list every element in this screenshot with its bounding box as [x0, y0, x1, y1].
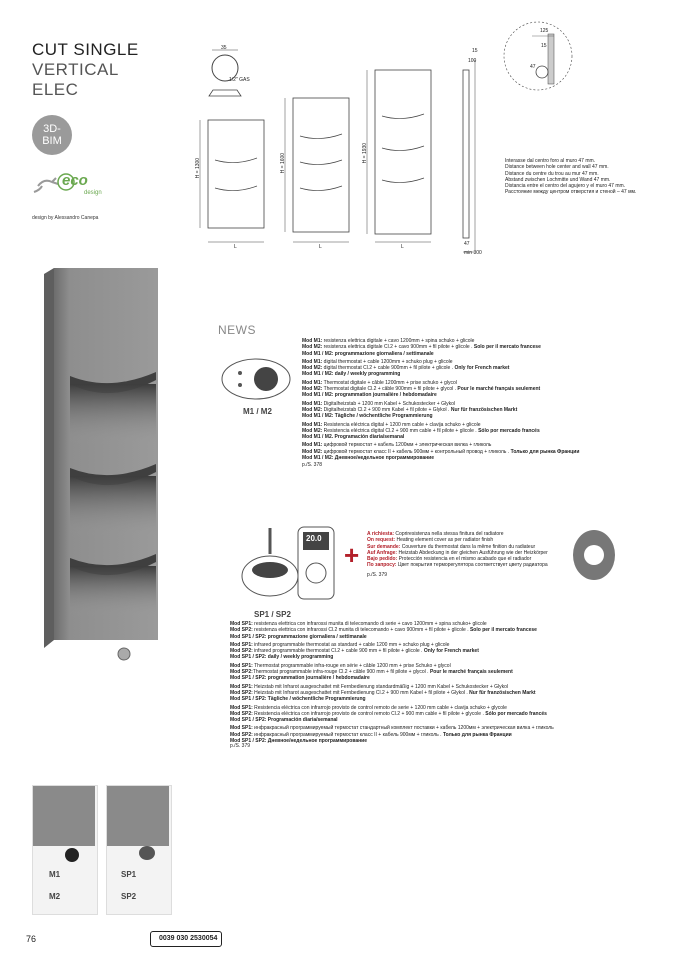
thumb-m2-label: M2: [49, 892, 61, 901]
spec-line: Mod SP1: Heizstab mit Infrarot ausgeschattet mit Fernbedienung standardmäßig + 1200 mm Kabel + Schukostecker + Glykol: [230, 683, 509, 690]
spec-line: Mod M1 / M2: programmazione giornaliera / settimanale: [302, 350, 434, 357]
spec-line: Mod SP1: Thermostat programmable infra-rouge en série + câble 1200 mm + prise Schuko + glycol: [230, 662, 451, 669]
spec-line: Mod SP1: инфракрасный программируемый термостат стандартный комплект поставки + кабель 1200мм + электрическая вилка + гликоль: [230, 725, 554, 732]
spec-line: Mod M1: цифровой термостат + кабель 1200мм + электрическая вилка + гликоль: [302, 442, 492, 449]
height-1300: H = 1300: [195, 157, 202, 179]
product-title-line1: CUT SINGLE: [32, 40, 139, 59]
spec-line: Mod M2: Resistencia eléctrica digital Cl.2 + 900 mm cable + fil pilote + glicole . Sólo por mercado francés: [302, 427, 540, 434]
ref-m: p./S. 378: [302, 462, 323, 468]
spec-line: Mod SP2: инфракрасный программируемый термостат класс II + кабель 900мм + гликоль . Только для рынка Франции: [230, 731, 512, 738]
designer-credit: design by Alessandro Canepa: [32, 215, 99, 221]
spec-line: Mod SP1 / SP2: Programación diaria/semanal: [230, 717, 338, 724]
request-line: Sur demande: Couverture du thermostat dans la même finition du radiateur: [367, 543, 536, 550]
product-title-line2: VERTICAL: [32, 60, 119, 79]
display-value: 20.0: [306, 534, 322, 543]
spec-line: Mod M2: Digitalheizstab Cl.2 + 900 mm Kabel + fil pilote + Glykol . Nur für französischen Markt: [302, 406, 518, 413]
plus-icon: +: [344, 540, 360, 570]
spec-line: Mod SP2: Heizstab mit Infrarot ausgeschattet mit Fernbedienung Cl.2 + 900 mm Kabel + fil pilote + Glykol . Nur für französischen Markt: [230, 689, 536, 696]
spec-line: Mod SP1 / SP2: programmation journalière / hebdomadaire: [230, 675, 370, 682]
spec-line: Mod M2: digital thermostat Cl.2 + cable 900mm + fil pilote + glicole . Only for French market: [302, 365, 510, 372]
ref-sp: p./S. 379: [230, 743, 251, 749]
thumb-m[interactable]: [32, 785, 98, 915]
3d-bim-badge[interactable]: [32, 115, 72, 155]
page-number: 76: [26, 934, 37, 944]
radiator-render: [40, 268, 160, 663]
spec-line: Mod SP1: resistenza elettrica con infrarossi munita di telecomando di serie + cavo 1200mm + spina schuko+ glicole: [230, 621, 487, 627]
sp-label: SP1 / SP2: [254, 610, 291, 619]
spec-sp-block: [230, 621, 554, 744]
m1-m2-thermostat-icon: [218, 355, 298, 403]
ref-req: p./S. 379: [367, 572, 388, 578]
phone-number[interactable]: 0039 030 2530054: [150, 931, 222, 947]
dim-125: 125: [540, 28, 549, 34]
eco-label: eco: [62, 172, 88, 189]
thumb-sp1-label: SP1: [121, 870, 137, 879]
spec-line: Mod SP2: resistenza elettrica con infrarossi Cl.2 munita di telecomando + cavo 900mm + fil pilote + glicole . Solo per il mercato francese: [230, 627, 537, 634]
news-heading: NEWS: [218, 323, 256, 337]
product-title-line3: ELEC: [32, 80, 79, 99]
spec-line: Mod SP2: infrared programmable thermostat Cl.2 + cable 900 mm + fil pilote + glicole . Only for French market: [230, 648, 479, 655]
spec-line: Mod SP1 / SP2: daily / weekly programming: [230, 654, 334, 661]
note-line: Расстояние между центром отверстия и стеной – 47 мм.: [505, 189, 637, 196]
min-300: min 300: [464, 250, 482, 256]
height-1930: H = 1930: [362, 142, 369, 164]
dim-47a: 47: [464, 241, 470, 247]
spec-line: Mod M1: digital thermostat + cable 1200mm + schuko plug + glicole: [302, 358, 453, 365]
gas-label: 1/2" GAS: [229, 77, 250, 83]
spec-line: Mod SP1: Resistencia eléctrica con infrarrojo provisto de control remoto de serie + 1200 mm cable + clavija schuko + glycole: [230, 704, 507, 711]
thumb-sp[interactable]: [106, 785, 172, 915]
spec-line: Mod M1: Resistencia eléctrica digital + 1200 mm cable + clavija schuko + glicole: [302, 421, 481, 428]
m1-m2-label: M1 / M2: [243, 407, 272, 416]
dim-100: 100: [468, 58, 477, 64]
spec-line: Mod SP2: Resistencia eléctrica con infrarrojo provisto de control remoto Cl.2 + 900 mm cable + fil pilote + glycole . Sólo por mercado francés: [230, 710, 547, 717]
badge-line2: BIM: [42, 135, 62, 147]
technical-drawing: [185, 20, 505, 265]
dim-35: 35: [221, 45, 227, 51]
length-label-1: L: [234, 244, 237, 250]
dim-15b: 15: [541, 43, 547, 49]
distance-note: [505, 158, 636, 196]
note-line: Distance between hole center and wall 47 mm.: [505, 164, 609, 171]
request-line: A richiesta: Copriresistenza nella stessa finitura del radiatore: [367, 531, 504, 537]
spec-line: Mod SP1: infrared programmable thermostat as standard + cable 1200 mm + schuko plug + glicole: [230, 641, 450, 648]
note-line: Interasse dal centro foro al muro 47 mm.: [505, 158, 596, 164]
spec-line: Mod M1 / M2: daily / weekly programming: [302, 371, 401, 378]
spec-line: Mod M1: resistenza elettrica digitale + cavo 1200mm + spina schuko + glicole: [302, 338, 475, 344]
thumb-m1-label: M1: [49, 870, 61, 879]
badge-line1: 3D-: [43, 123, 61, 135]
spec-line: Mod SP1 / SP2: programmazione giornaliera / settimanale: [230, 633, 367, 640]
note-line: Distancia entre el centro del agujero y el muro 47 mm.: [505, 183, 626, 190]
request-line: On request: Heating element cover as per radiator finish: [367, 537, 494, 544]
spec-line: Mod M2: resistenza elettrica digitale Cl.2 + cavo 900mm + fil pilote + glicole . Solo per il mercato francese: [302, 344, 541, 351]
request-notes: [367, 531, 548, 569]
dim-15a: 15: [472, 48, 478, 54]
request-line: Auf Anfrage: Heizstab Abdeckung in der gleichen Ausführung wie der Heizkörper: [367, 549, 548, 556]
thumb-sp2-label: SP2: [121, 892, 137, 901]
note-line: Distance du centre du trou au mur 47 mm.: [505, 170, 599, 177]
spec-line: Mod M2: Thermostat digitale Cl.2 + câble 900mm + fil pilote + glycol . Pour le marché français seulement: [302, 386, 541, 393]
request-line: По запросу: Цвет покрытия терморегулятора соответствует цвету радиатора: [367, 562, 548, 569]
eco-design-logo: [32, 168, 116, 200]
height-1600: H = 1600: [280, 152, 287, 174]
spec-line: Mod SP2:Thermostat programmable infra-rouge Cl.2 + câble 900 mm + fil pilote + glycol . Pour le marché français seulement: [230, 669, 513, 676]
request-line: Bajo pedido: Protección resistencia en el mismo acabado que el radiador: [367, 556, 532, 563]
note-line: Abstand zwischen Lochmitte und Wand 47 mm.: [505, 176, 611, 183]
spec-line: Mod M1 / M2. Programación diaria/semanal: [302, 434, 405, 441]
spec-m-block: [302, 338, 579, 461]
length-label-3: L: [401, 244, 404, 250]
dim-47b: 47: [530, 64, 536, 70]
spec-line: Mod M1 / M2: Дневное/недельное программирование: [302, 455, 434, 462]
spec-line: Mod M1: Digitalheizstab + 1200 mm Kabel + Schukostecker + Glykol: [302, 400, 455, 407]
detail-circle: [502, 14, 574, 98]
spec-line: Mod M1: Thermostat digitale + câble 1200mm + prise schuko + glycol: [302, 379, 457, 386]
eco-sub-label: design: [84, 190, 102, 196]
spec-line: Mod M1 / M2: Tägliche / wöchentliche Programmierung: [302, 413, 433, 420]
spec-line: Mod M1 / M2: programmation journalière / hebdomadaire: [302, 392, 437, 399]
spec-line: Mod SP1 / SP2: Дневное/недельное программирование: [230, 738, 368, 745]
spec-line: Mod M2: цифровой термостат класс II + кабель 900мм + контрольный провод + гликоль . Только для рынка Франции: [302, 448, 580, 455]
spec-line: Mod SP1 / SP2: Tägliche / wöchentliche Programmierung: [230, 696, 366, 703]
length-label-2: L: [319, 244, 322, 250]
wall-plate-icon: [571, 528, 617, 582]
